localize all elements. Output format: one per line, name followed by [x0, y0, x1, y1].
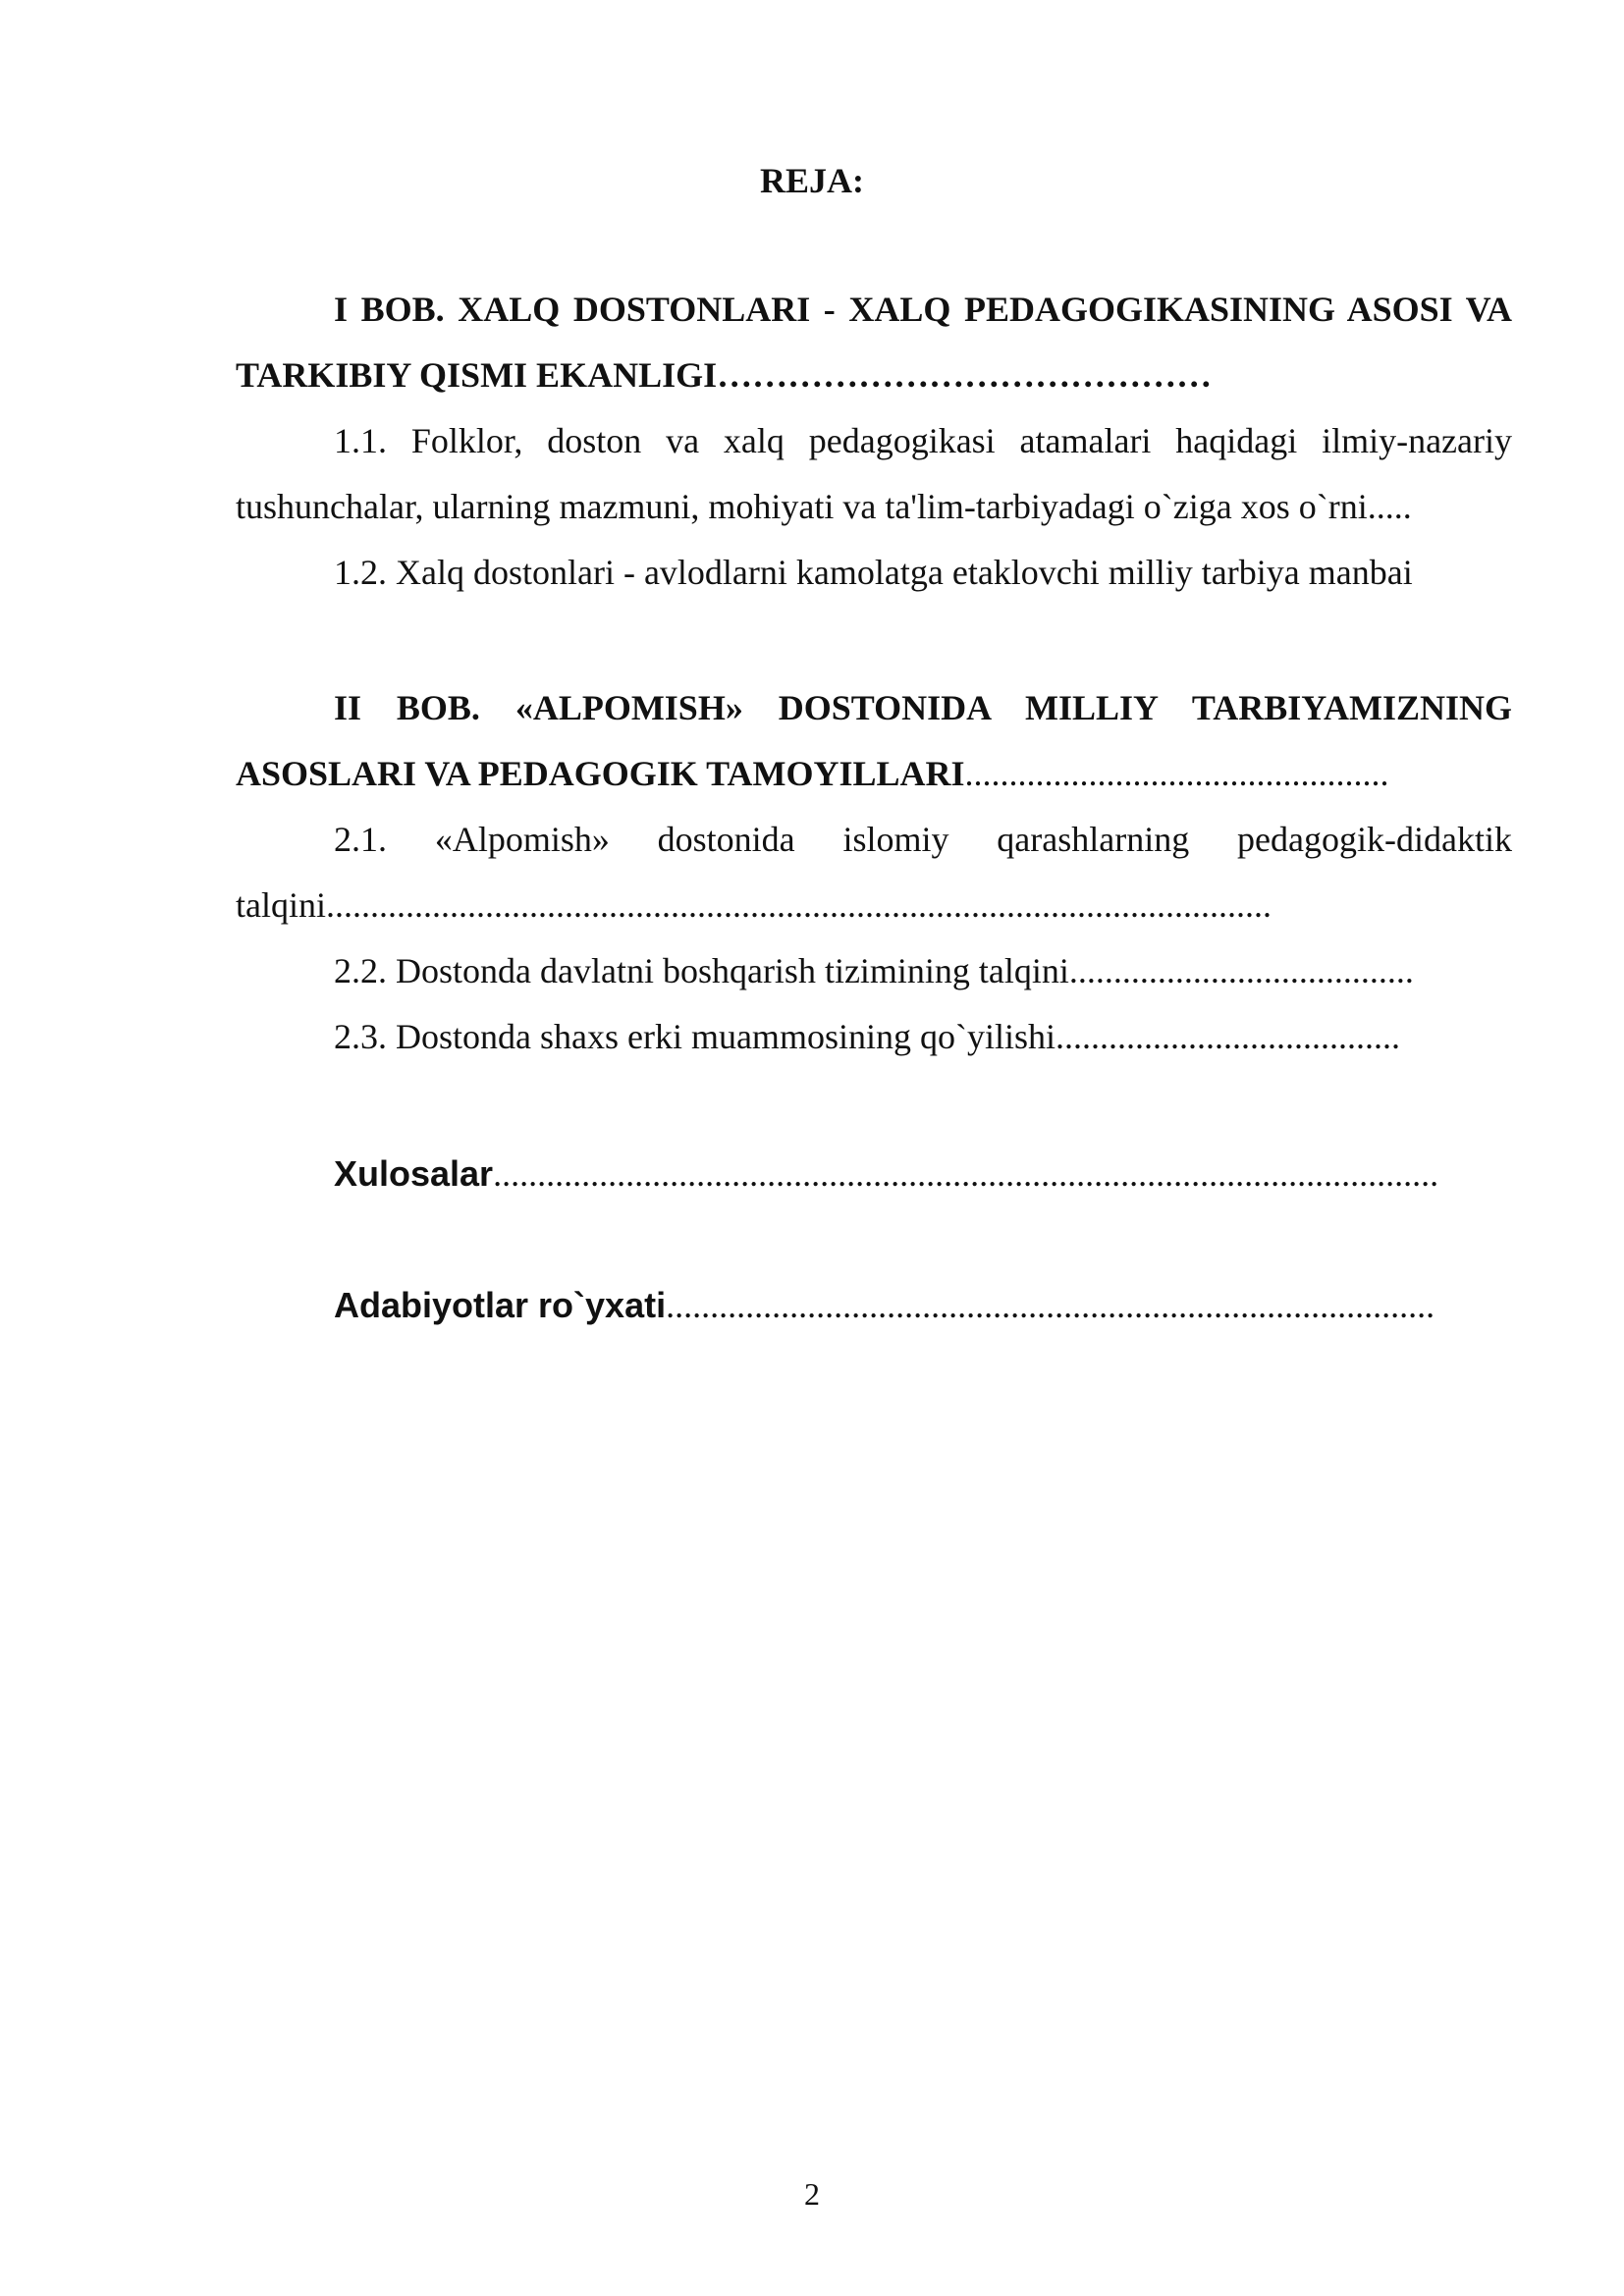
toc-section-1-1-text: 1.1. Folklor, doston va xalq pedagogikasi atamalari haqidagi ilmiy-nazariy tushunchalar, ularning mazmuni, mohiyati va ta'lim-tarbiyadagi o`ziga xos o`rni	[236, 421, 1512, 526]
toc-chapter-2-leader: ................................................	[964, 754, 1389, 793]
toc-section-2-1-leader: ...........................................................................................................	[326, 885, 1272, 925]
toc-chapter-1-heading-text: I BOB. XALQ DOSTONLARI - XALQ PEDAGOGIKASINING ASOSI VA TARKIBIY QISMI EKANLIGI	[236, 290, 1512, 395]
toc-conclusions-leader: ...........................................................................................................	[493, 1154, 1439, 1194]
page-title: REJA:	[760, 161, 864, 200]
toc-section-1-2-text: 1.2. Xalq dostonlari - avlodlarni kamolatga etaklovchi milliy tarbiya manbai	[334, 553, 1413, 592]
toc-references-leader: .......................................................................................	[666, 1286, 1435, 1325]
toc-section-1-1	[236, 408, 1512, 540]
toc-section-2-1	[236, 807, 1512, 938]
toc-chapter-1-heading	[236, 277, 1512, 408]
toc-section-1-2	[236, 540, 1512, 606]
toc-chapter-1-leader: ……………………………………	[717, 355, 1213, 395]
toc-section-2-3-text: 2.3. Dostonda shaxs erki muammosining qo`yilishi	[334, 1017, 1056, 1056]
toc-section-2-3-leader: .......................................	[1055, 1017, 1400, 1056]
toc-conclusions	[334, 1141, 1438, 1207]
toc-references	[334, 1272, 1435, 1339]
toc-references-label: Adabiyotlar ro`yxati	[334, 1285, 667, 1325]
page-number: 2	[804, 2176, 820, 2212]
toc-section-2-1-text: 2.1. «Alpomish» dostonida islomiy qarashlarning pedagogik-didaktik talqini	[236, 820, 1512, 925]
toc-section-2-2-leader: .......................................	[1068, 951, 1414, 990]
toc-section-2-2-text: 2.2. Dostonda davlatni boshqarish tizimining talqini	[334, 951, 1069, 990]
toc-chapter-2-heading-text: II BOB. «ALPOMISH» DOSTONIDA MILLIY TARBIYAMIZNING ASOSLARI VA PEDAGOGIK TAMOYILLARI	[236, 688, 1512, 793]
toc-section-2-2	[334, 938, 1414, 1004]
toc-section-1-1-leader: .....	[1367, 487, 1412, 526]
toc-section-2-3	[334, 1004, 1400, 1070]
toc-chapter-2-heading	[236, 675, 1512, 807]
toc-conclusions-label: Xulosalar	[334, 1153, 494, 1194]
